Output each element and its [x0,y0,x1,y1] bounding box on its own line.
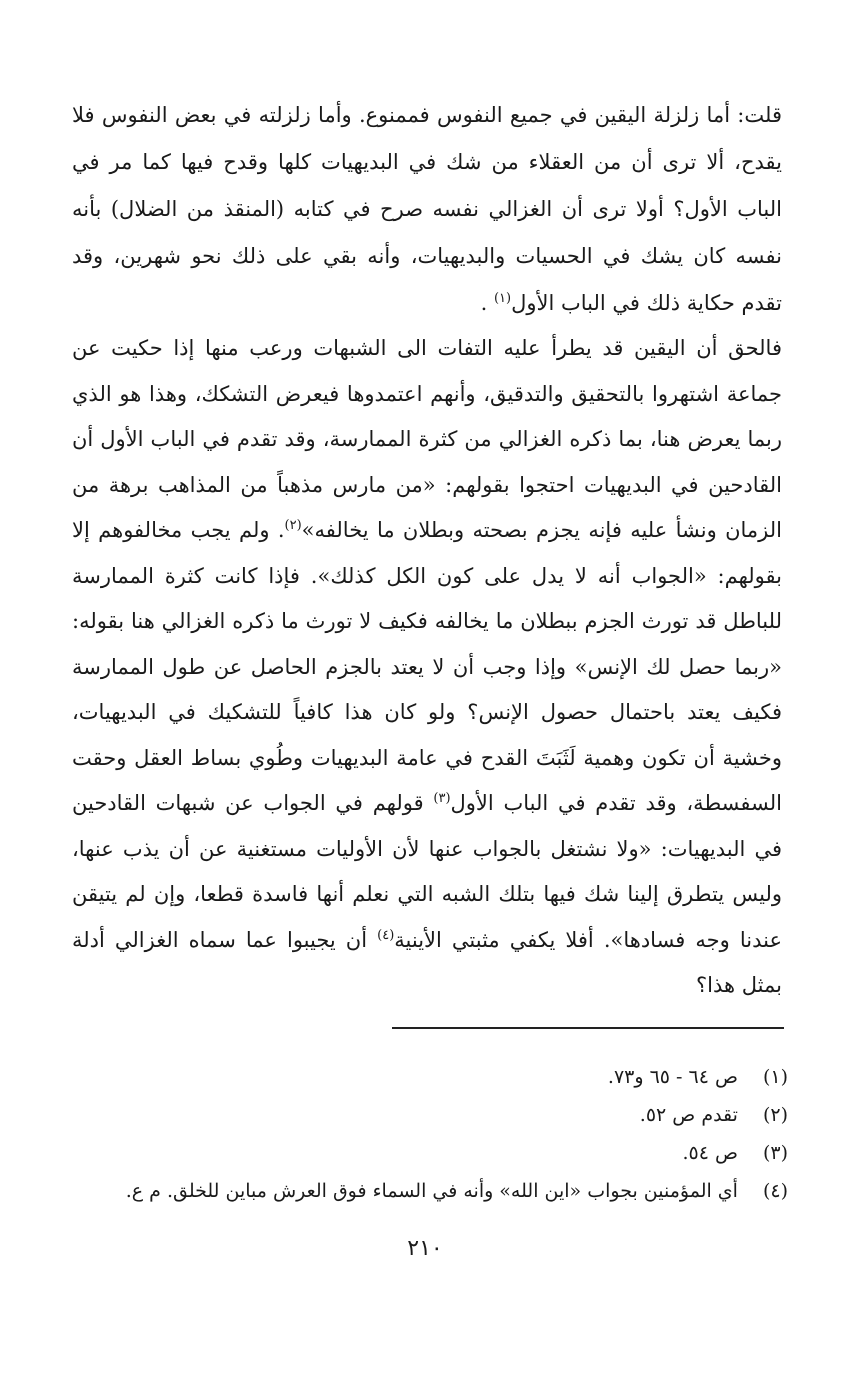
footnote-number: (٣) [762,1142,788,1164]
footnote-number: (١) [762,1066,788,1088]
footnote-separator [392,1027,784,1029]
footnote-ref-4: (٤) [377,927,395,943]
footnote-text: أي المؤمنين بجواب «اين الله» وأنه في السماء فوق العرش مباين للخلق. م ع. [125,1180,738,1202]
footnote-ref-2: (٢) [284,518,302,533]
footnote-item [88,1058,788,1096]
footnote-number: (٤) [762,1180,788,1202]
footnote-ref-1: (١) [493,291,512,306]
footnote-item [88,1134,788,1172]
footnote-text: ص ٥٤. [682,1142,738,1164]
footnote-item [88,1096,788,1134]
footnote-text: تقدم ص ٥٢. [639,1104,738,1126]
paragraph-2-part-2: . ولم يجب مخالفوهم إلا بقولهم: «الجواب أنه لا يدل على كون الكل كذلك». فإذا كانت كثرة الممارسة للباطل قد تورث الجزم ببطلان ما يخالفه فكيف لا تورث ما ذكره الغزالي هنا بقوله: «ربما حصل لك الإنس» وإذا وجب أن لا يعتد بالجزم الحاصل عن طول الممارسة فكيف يعتد باحتمال حصول الإنس؟ ولو كان هذا كافياً للتشكيك في البديهيات، وخشية أن تكون وهمية لَثَبَتَ القدح في عامة البديهيات وطُوي بساط العقل وحقت السفسطة، وقد تقدم في الباب الأول [72,518,782,815]
paragraph-1-text: قلت: أما زلزلة اليقين في جميع النفوس فممنوع. وأما زلزلته في بعض النفوس فلا يقدح، ألا ترى أن من العقلاء من شك في البديهيات كلها وقدح فيها كما مر في الباب الأول؟ أولا ترى أن الغزالي نفسه صرح في كتابه (المنقذ من الضلال) بأنه نفسه كان يشك في الحسيات والبديهيات، وأنه بقي على ذلك نحو شهرين، وقد تقدم حكاية ذلك في الباب الأول [72,103,782,315]
paragraph-2 [72,326,782,1009]
footnote-item [88,1172,788,1210]
footnotes [88,1058,788,1210]
footnote-text: ص ٦٤ - ٦٥ و٧٣. [607,1066,738,1088]
footnote-ref-3: (٣) [433,791,451,806]
paragraph-1-end: . [480,291,494,315]
paragraph-2-part-4: أن يجيبوا عما سماه الغزالي أدلة بمثل هذا؟ [72,927,782,997]
page-number: ٢١٠ [407,1236,443,1261]
paragraph-2-part-3: قولهم في الجواب عن شبهات القادحين في البديهيات: «ولا نشتغل بالجواب عنها لأن الأوليات مستغنية عن أن يذب عنها، وليس يتطرق إلينا شك فيها بتلك الشبه التي نعلم أنها فاسدة قطعا، وإن لم يتيقن عندنا وجه فسادها». أفلا يكفي مثبتي الأينية [72,791,782,952]
paragraph-1 [72,92,782,327]
paragraph-2-part-1: فالحق أن اليقين قد يطرأ عليه التفات الى الشبهات ورعب منها إذا حكيت عن جماعة اشتهروا بالتحقيق والتدقيق، وأنهم اعتمدوها فيعرض التشكك، وهذا هو الذي ربما يعرض هنا، بما ذكره الغزالي من كثرة الممارسة، وقد تقدم في الباب الأول أن القادحين في البديهيات احتجوا بقولهم: «من مارس مذهباً من المذاهب برهة من الزمان ونشأ عليه فإنه يجزم بصحته وبطلان ما يخالفه» [72,336,783,542]
footnote-number: (٢) [762,1104,788,1126]
